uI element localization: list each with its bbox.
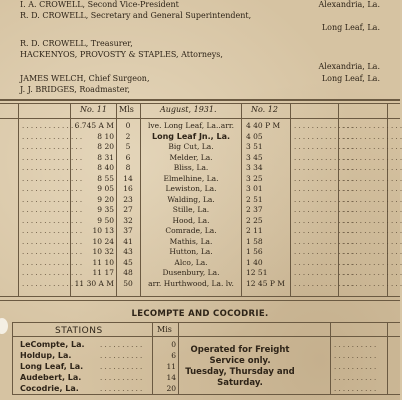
train-12-time: 12 45 P M xyxy=(246,278,285,288)
blank-column-dots: . . . . . . . . . . . . . . xyxy=(342,185,402,193)
blank-column-dots: . . . . . . . . . . . . . . xyxy=(22,143,83,151)
blank-column-dots: . . . . . . . . . . . . . . xyxy=(342,248,402,256)
train-12-time: 2 25 xyxy=(246,215,263,225)
train-11-time: 8 40 xyxy=(97,163,114,172)
officer-row: J. J. BRIDGES, Roadmaster, xyxy=(20,85,130,94)
mileage: 2 xyxy=(125,131,131,141)
train-11-time: 10 32 xyxy=(92,247,114,256)
mileage: 50 xyxy=(123,278,133,288)
officer-row: Alexandria, La. xyxy=(318,62,380,71)
table-bottom-rule-outer xyxy=(0,300,400,301)
table-top-rule xyxy=(0,99,400,101)
station-name: Hutton, La. xyxy=(169,247,213,256)
column-rule xyxy=(241,103,242,297)
branch-mileage: 6 xyxy=(171,351,176,360)
station-name: Alco, La. xyxy=(174,257,208,267)
branch-header-rule xyxy=(12,336,400,337)
blank-column-dots: . . . . . . . . . . . . . . xyxy=(342,206,402,214)
station-name: Walding, La. xyxy=(167,194,215,204)
train-12-time: 2 11 xyxy=(246,226,263,235)
branch-station-name: Audebert, La. xyxy=(20,373,82,382)
header-train-11: No. 11 xyxy=(80,105,107,114)
notice-line: Tuesday, Thursday and xyxy=(185,367,295,377)
leader-dots: . . . . . . . . . . xyxy=(100,363,143,371)
blank-column-dots: . . . . . . . . . . . . . . xyxy=(294,227,355,235)
branch-column-rule xyxy=(330,322,331,394)
train-12-time: 1 40 xyxy=(246,257,263,267)
blank-column-dots: . . . . . . . . . . . . . . xyxy=(342,132,402,141)
blank-column-dots: . . . . . . . . . . . . . . xyxy=(294,258,355,267)
blank-column-dots: . . . . . . . . . . xyxy=(334,363,377,371)
blank-column-dots: . . . . . . . . . . . . . . xyxy=(342,227,402,235)
table-top-rule-inner xyxy=(0,103,400,104)
station-name: arr. Hurthwood, La. lv. xyxy=(148,278,234,288)
branch-column-rule xyxy=(178,322,179,394)
blank-column-dots: . . . . . . . . . . . . . . xyxy=(342,122,402,130)
column-rule xyxy=(290,103,291,297)
blank-column-dots: . . . . . . . . . . . . . . xyxy=(294,206,355,214)
blank-column-dots: . . . . . . . . . . xyxy=(334,374,377,382)
branch-column-rule xyxy=(152,322,153,394)
branch-mileage: 20 xyxy=(166,384,176,393)
blank-column-dots: . . . . . . . . . . . . . . xyxy=(342,195,402,204)
blank-column-dots: . . . . . . . . . . . . . . xyxy=(294,248,355,256)
blank-column-dots: . . . . . . . . . . . . . . xyxy=(294,269,355,277)
station-name: Melder, La. xyxy=(169,152,213,162)
blank-column-dots: . . . . . . . . . . . . . . xyxy=(294,185,355,193)
train-12-time: 1 56 xyxy=(246,247,263,256)
blank-column-dots: . . . . . . . . . . . . . . xyxy=(22,153,83,162)
mileage: 48 xyxy=(123,268,133,277)
station-name: Comrade, La. xyxy=(165,226,217,235)
train-11-time: 10 13 xyxy=(92,226,114,235)
blank-column-dots: . . . . . . . . . . . . . . xyxy=(342,143,402,151)
blank-column-dots: . . . . . . . . . . . . . . xyxy=(342,174,402,183)
train-11-time: 9 20 xyxy=(97,194,114,204)
binding-hole xyxy=(0,318,8,334)
notice-line: Service only. xyxy=(209,356,271,366)
branch-mileage: 11 xyxy=(166,362,176,371)
officer-row: R. D. CROWELL, Secretary and General Superintendent, xyxy=(20,11,252,20)
blank-column-dots: . . . . . . . . . . . . . . xyxy=(342,269,402,277)
table-header-rule xyxy=(0,118,400,119)
station-name: Mathis, La. xyxy=(169,236,213,246)
branch-station-name: Long Leaf, La. xyxy=(20,362,84,371)
column-rule xyxy=(116,103,117,297)
mileage: 43 xyxy=(123,247,133,256)
mileage: 6 xyxy=(125,152,131,162)
station-name: Hood, La. xyxy=(172,215,210,225)
notice-line: Operated for Freight xyxy=(190,345,290,355)
mileage: 16 xyxy=(123,184,133,193)
header-miles: Mls xyxy=(119,105,134,114)
blank-column-dots: . . . . . . . . . . . . . . xyxy=(22,174,83,183)
mileage: 32 xyxy=(123,215,133,225)
train-12-time: 3 25 xyxy=(246,173,263,183)
train-11-time: 8 55 xyxy=(97,173,114,183)
station-name: Big Cut, La. xyxy=(168,142,214,151)
blank-column-dots: . . . . . . . . . . . . . . xyxy=(342,279,402,288)
branch-column-rule xyxy=(12,322,13,394)
leader-dots: . . . . . . . . . . xyxy=(100,374,143,382)
freight-notice xyxy=(185,345,295,389)
blank-column-dots: . . . . . . . . . . . . . . xyxy=(342,216,402,225)
branch-station-name: Cocodrie, La. xyxy=(20,384,79,393)
blank-column-dots: . . . . . . . . . . . . . . xyxy=(22,216,83,225)
column-rule xyxy=(140,103,141,297)
branch-header-stations: STATIONS xyxy=(55,326,103,336)
blank-column-dots: . . . . . . . . . . . . . . xyxy=(342,164,402,172)
station-name: Elmelhine, La. xyxy=(163,173,219,183)
blank-column-dots: . . . . . . . . . . . . . . xyxy=(22,227,83,235)
station-name: Long Leaf Jn., La. xyxy=(151,131,231,141)
station-name: Stille, La. xyxy=(172,205,210,214)
leader-dots: . . . . . . . . . . xyxy=(100,385,143,393)
column-rule xyxy=(18,103,19,297)
train-12-time: 3 45 xyxy=(246,152,263,162)
blank-column-dots: . . . . . . . . . . . . . . xyxy=(294,216,355,225)
branch-mileage: 0 xyxy=(171,340,176,349)
blank-column-dots: . . . . . . . . . . . . . . xyxy=(342,153,402,162)
station-name: Bliss, La. xyxy=(173,163,209,172)
station-name: Dusenbury, La. xyxy=(162,268,220,277)
branch-header-miles: Mis xyxy=(157,325,172,334)
branch-top-rule xyxy=(12,322,400,323)
officer-row: R. D. CROWELL, Treasurer, xyxy=(20,39,133,48)
train-11-time: 8 20 xyxy=(97,142,114,151)
officer-row: Long Leaf, La. xyxy=(321,23,380,32)
train-11-time: 8 31 xyxy=(97,152,114,162)
mileage: 27 xyxy=(123,205,133,214)
branch-station-name: LeCompte, La. xyxy=(20,340,85,349)
leader-dots: . . . . . . . . . . xyxy=(100,341,143,349)
mileage: 37 xyxy=(123,226,133,235)
blank-column-dots: . . . . . . . . . . . . . . xyxy=(22,122,83,130)
blank-column-dots: . . . . . . . . . . . . . . xyxy=(294,195,355,204)
blank-column-dots: . . . . . . . . . . . . . . xyxy=(22,132,83,141)
blank-column-dots: . . . . . . . . . . . . . . xyxy=(294,237,355,246)
train-11-time: 9 50 xyxy=(97,215,114,225)
blank-column-dots: . . . . . . . . . . . . . . xyxy=(22,279,83,288)
mileage: 23 xyxy=(123,194,133,204)
officer-row: HACKENYOS, PROVOSTY & STAPLES, Attorneys, xyxy=(20,50,223,59)
table-bottom-rule xyxy=(0,296,400,297)
header-train-12: No. 12 xyxy=(251,105,278,114)
notice-line: Saturday. xyxy=(217,378,263,388)
train-11-time: 11 17 xyxy=(92,268,114,277)
blank-column-dots: . . . . . . . . . . xyxy=(334,341,377,349)
officer-row: I. A. CROWELL, Second Vice-President Alexandria, La. xyxy=(20,0,380,9)
train-12-time: 2 37 xyxy=(246,205,263,214)
branch-bottom-rule xyxy=(12,394,400,395)
blank-column-dots: . . . . . . . . . . . . . . xyxy=(22,185,83,193)
blank-column-dots: . . . . . . . . . . . . . . xyxy=(22,164,83,172)
branch-title: LECOMPTE AND COCODRIE. xyxy=(131,309,269,319)
mileage: 0 xyxy=(125,121,131,130)
blank-column-dots: . . . . . . . . . . . . . . xyxy=(22,258,83,267)
station-name: Lewiston, La. xyxy=(165,184,217,193)
train-12-time: 12 51 xyxy=(246,268,268,277)
blank-column-dots: . . . . . . . . . . . . . . xyxy=(294,164,355,172)
mileage: 5 xyxy=(125,142,131,151)
leader-dots: . . . . . . . . . . xyxy=(100,352,143,360)
train-11-time: 11 30 A M xyxy=(74,278,114,288)
mileage: 45 xyxy=(123,257,133,267)
train-11-time: 11 10 xyxy=(92,257,114,267)
blank-column-dots: . . . . . . . . . . . . . . xyxy=(342,258,402,267)
blank-column-dots: . . . . . . . . . . xyxy=(334,385,377,393)
blank-column-dots: . . . . . . . . . . . . . . xyxy=(342,237,402,246)
mileage: 8 xyxy=(125,163,131,172)
train-11-time: 9 35 xyxy=(97,205,114,214)
blank-column-dots: . . . . . . . . . . . . . . xyxy=(294,132,355,141)
train-11-time: 6 745 A M xyxy=(74,121,114,130)
mileage: 14 xyxy=(123,173,133,183)
blank-column-dots: . . . . . . . . . . . . . . xyxy=(294,174,355,183)
blank-column-dots: . . . . . . . . . . . . . . xyxy=(294,122,355,130)
blank-column-dots: . . . . . . . . . . . . . . xyxy=(22,269,83,277)
train-12-time: 1 58 xyxy=(246,236,263,246)
train-11-time: 9 05 xyxy=(97,184,114,193)
branch-station-name: Holdup, La. xyxy=(20,351,72,360)
train-11-time: 8 10 xyxy=(97,131,114,141)
mileage: 41 xyxy=(123,236,133,246)
blank-column-dots: . . . . . . . . . . . . . . xyxy=(294,153,355,162)
train-12-time: 3 01 xyxy=(246,184,263,193)
blank-column-dots: . . . . . . . . . . . . . . xyxy=(22,248,83,256)
blank-column-dots: . . . . . . . . . . . . . . xyxy=(294,143,355,151)
blank-column-dots: . . . . . . . . . . xyxy=(334,352,377,360)
blank-column-dots: . . . . . . . . . . . . . . xyxy=(22,237,83,246)
blank-column-dots: . . . . . . . . . . . . . . xyxy=(294,279,355,288)
train-12-time: 3 51 xyxy=(246,142,263,151)
train-12-time: 3 34 xyxy=(246,163,263,172)
train-12-time: 4 40 P M xyxy=(246,121,281,130)
train-12-time: 2 51 xyxy=(246,194,263,204)
blank-column-dots: . . . . . . . . . . . . . . xyxy=(22,206,83,214)
station-name: lve. Long Leaf, La..arr. xyxy=(148,121,234,130)
branch-mileage: 14 xyxy=(166,373,176,382)
officer-row: JAMES WELCH, Chief Surgeon, Long Leaf, La. xyxy=(20,74,380,83)
blank-column-dots: . . . . . . . . . . . . . . xyxy=(22,195,83,204)
header-date: August, 1931. xyxy=(160,105,217,114)
branch-column-rule xyxy=(387,322,388,394)
train-11-time: 10 24 xyxy=(92,236,114,246)
train-12-time: 4 05 xyxy=(246,131,263,141)
